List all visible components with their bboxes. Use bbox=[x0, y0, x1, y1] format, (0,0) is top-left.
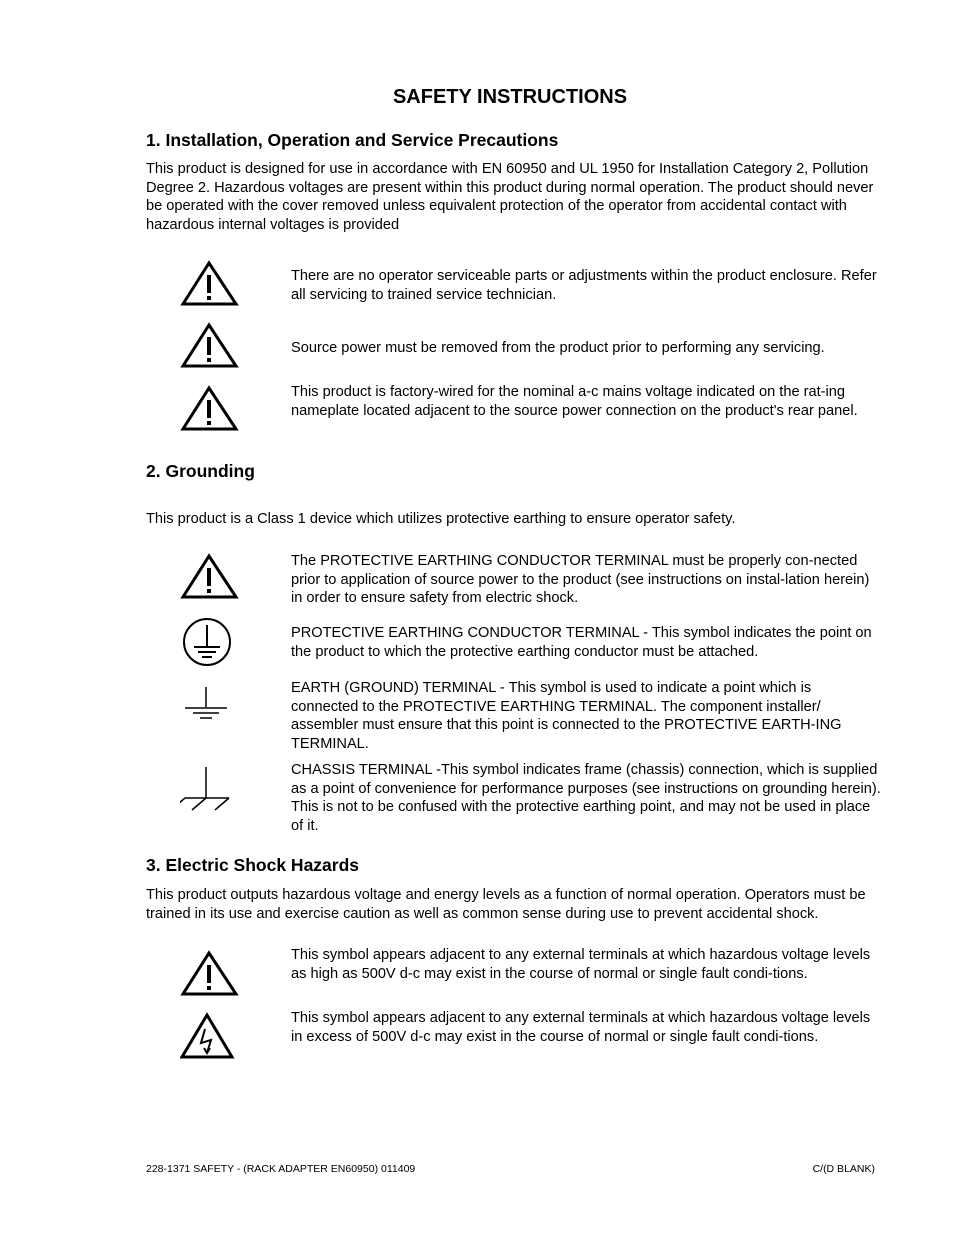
note-text: Source power must be removed from the product prior to performing any servicing. bbox=[291, 340, 825, 356]
warning-triangle-icon bbox=[180, 553, 240, 601]
note-text: PROTECTIVE EARTHING CONDUCTOR TERMINAL - This symbol indicates the point on the product to which the protective earthing conductor must be attached. bbox=[291, 625, 872, 660]
warning-triangle-icon bbox=[180, 260, 240, 308]
note-text: This symbol appears adjacent to any external terminals at which hazardous voltage levels in excess of 500V d-c may exist in the course of normal or single fault condi-tions. bbox=[291, 1010, 871, 1045]
note-text: CHASSIS TERMINAL -This symbol indicates frame (chassis) connection, which is supplied as a point of convenience for performance purposes (see instructions on grounding herein). This is not to be confused with the protective earthing point, and may not be used in place of it. bbox=[291, 762, 881, 834]
footer-document-id: 228-1371 SAFETY - (RACK ADAPTER EN60950) 011409 bbox=[146, 1163, 416, 1175]
footer-page-label: C/(D BLANK) bbox=[812, 1163, 875, 1175]
page-title: SAFETY INSTRUCTIONS bbox=[392, 86, 628, 108]
section-heading-grounding: 2. Grounding bbox=[146, 461, 255, 481]
warning-triangle-icon bbox=[180, 322, 240, 370]
note-text: EARTH (GROUND) TERMINAL - This symbol is used to indicate a point which is connected to the PROTECTIVE EARTHING TERMINAL. The component installer/ assembler must ensure that this point is connected to the PROTECTIVE EARTH-ING TERMINAL. bbox=[291, 680, 842, 752]
warning-triangle-icon bbox=[180, 950, 240, 998]
protective-earth-icon bbox=[180, 617, 240, 669]
note-text: This symbol appears adjacent to any external terminals at which hazardous voltage levels as high as 500V d-c may exist in the course of normal or single fault condi-tions. bbox=[291, 947, 871, 982]
section-heading-electric-shock: 3. Electric Shock Hazards bbox=[146, 855, 360, 875]
high-voltage-triangle-icon bbox=[180, 1012, 240, 1060]
section-intro-installation: This product is designed for use in accordance with EN 60950 and UL 1950 for Installation Category 2, Pollution Degree 2. Hazardous voltages are present within this product during normal operation. The product should never be operated with the cover removed unless equivalent protection of the operator from accidental contact with hazardous internal voltages is provided bbox=[146, 161, 874, 233]
section-heading-installation: 1. Installation, Operation and Service Precautions bbox=[146, 130, 559, 150]
chassis-ground-icon bbox=[180, 764, 240, 814]
note-text: This product is factory-wired for the nominal a-c mains voltage indicated on the rat-ing nameplate located adjacent to the source power connection on the product's rear panel. bbox=[291, 384, 858, 419]
section-intro-grounding: This product is a Class 1 device which utilizes protective earthing to ensure operator safety. bbox=[146, 511, 736, 527]
note-text: The PROTECTIVE EARTHING CONDUCTOR TERMINAL must be properly con-nected prior to application of source power to the product (see instructions on instal-lation herein) in order to ensure safety from electric shock. bbox=[291, 553, 870, 606]
section-intro-electric-shock: This product outputs hazardous voltage and energy levels as a function of normal operation. Operators must be trained in its use and exercise caution as well as common sense during use to prevent accidental shock. bbox=[146, 887, 866, 922]
earth-ground-icon bbox=[180, 685, 240, 725]
warning-triangle-icon bbox=[180, 385, 240, 433]
note-text: There are no operator serviceable parts or adjustments within the product enclosure. Refer all servicing to trained service technician. bbox=[291, 268, 877, 303]
